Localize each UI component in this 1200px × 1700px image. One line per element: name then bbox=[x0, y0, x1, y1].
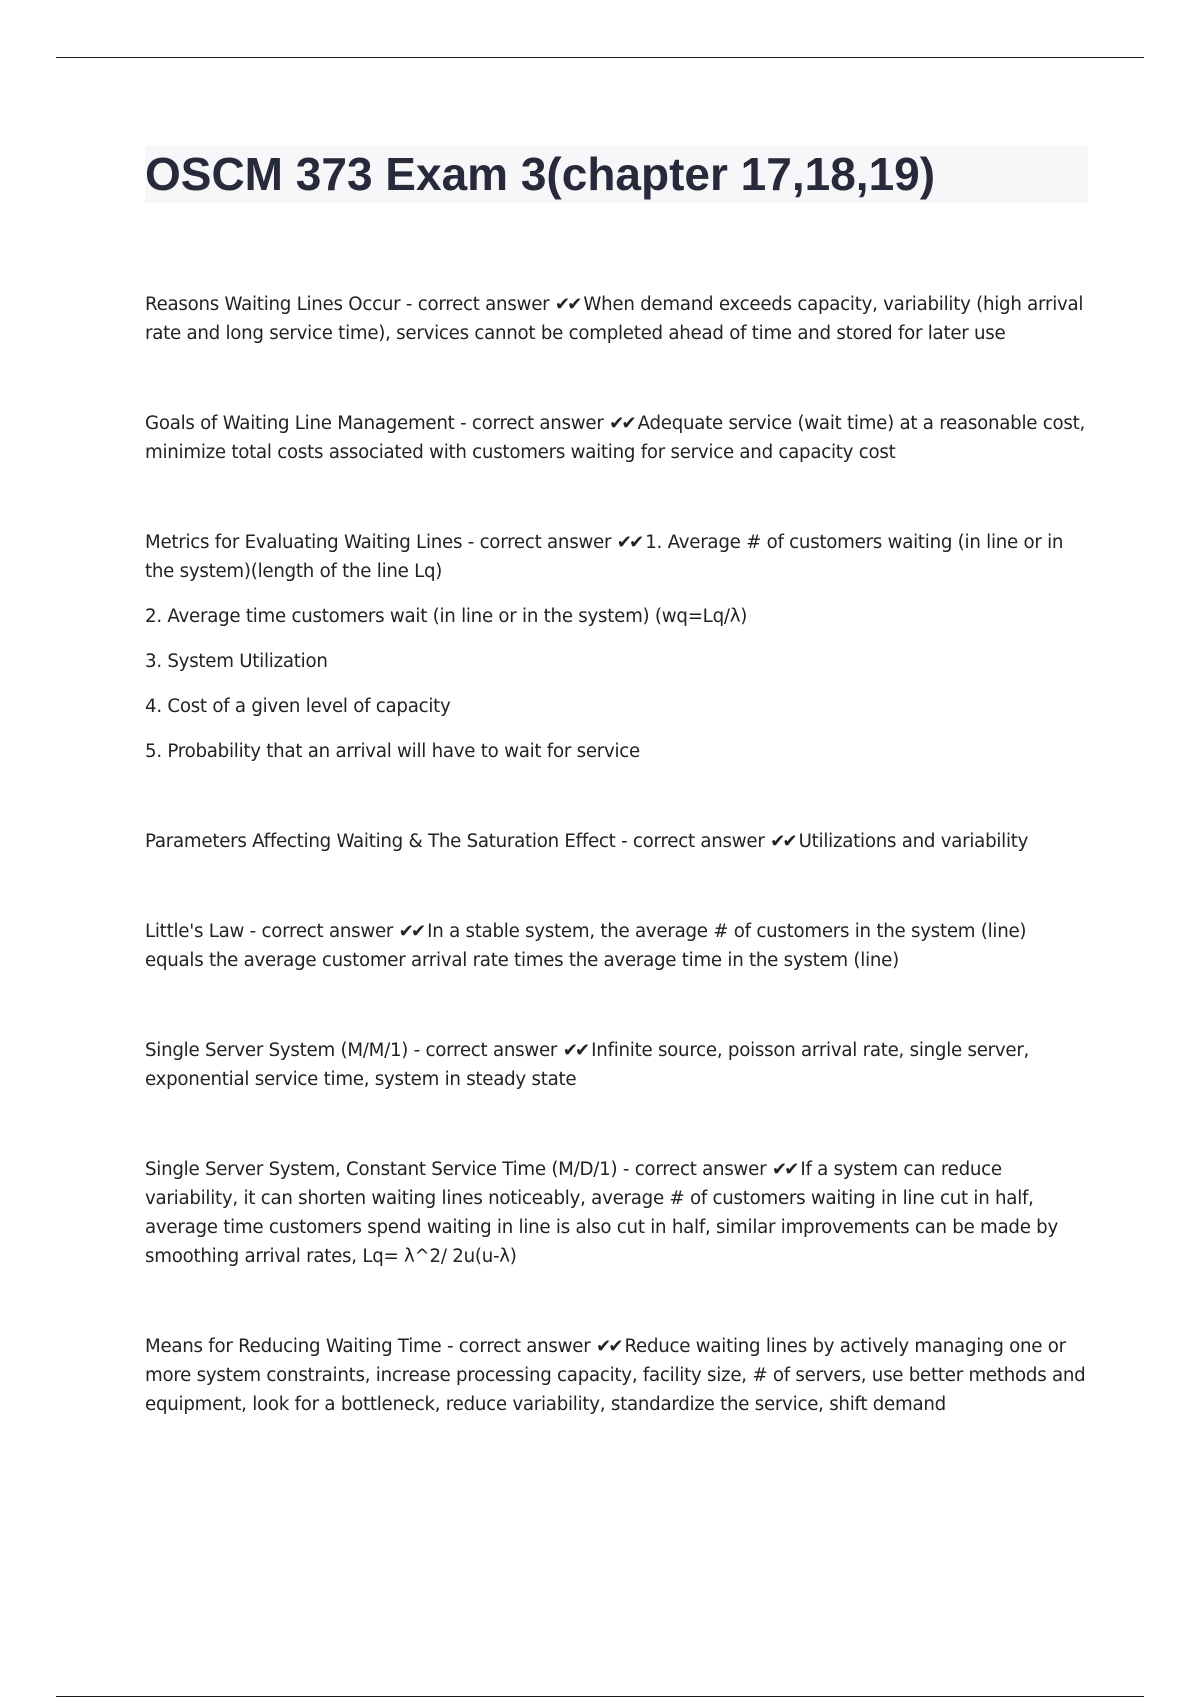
answer: If a system can reduce variability, it can shorten waiting lines noticeably, average # of customers waiting in line cut in half, average time customers spend waiting in line is also cut in half, similar improvements can be made by smoothing arrival rates, Lq= λ^2/ 2u(u-λ) bbox=[145, 1159, 1058, 1267]
separator: - correct answer bbox=[454, 413, 610, 434]
term: Means for Reducing Waiting Time bbox=[145, 1336, 442, 1357]
separator: - correct answer bbox=[400, 294, 555, 315]
term: Goals of Waiting Line Management bbox=[145, 413, 455, 434]
double-check-icon: ✔✔ bbox=[771, 1159, 797, 1180]
separator: - correct answer bbox=[441, 1336, 596, 1357]
double-check-icon: ✔✔ bbox=[770, 831, 795, 852]
term: Parameters Affecting Waiting & The Saturation Effect bbox=[145, 831, 616, 852]
list-item: 5. Probability that an arrival will have to wait for service bbox=[145, 741, 640, 762]
bottom-rule bbox=[56, 1696, 1144, 1697]
answer: Reduce waiting lines by actively managing one or more system constraints, increase processing capacity, facility size, # of servers, use better methods and equipment, look for a bottleneck, reduce variability, standardize the service, shift demand bbox=[145, 1336, 1086, 1415]
flashcard-entry bbox=[145, 409, 1090, 467]
separator: - correct answer bbox=[408, 1040, 563, 1061]
flashcard-entry bbox=[145, 917, 1090, 975]
list-item: 2. Average time customers wait (in line or in the system) (wq=Lq/λ) bbox=[145, 606, 748, 627]
term: Little's Law bbox=[145, 921, 245, 942]
answer: In a stable system, the average # of customers in the system (line) equals the average customer arrival rate times the average time in the system (line) bbox=[145, 921, 1027, 971]
separator: - correct answer bbox=[244, 921, 399, 942]
flashcard-entry bbox=[145, 528, 1090, 586]
answer: 1. Average # of customers waiting (in line or in the system)(length of the line Lq) bbox=[145, 532, 1064, 582]
term: Single Server System, Constant Service Time (M/D/1) bbox=[145, 1159, 618, 1180]
flashcard-entry bbox=[145, 1332, 1090, 1419]
separator: - correct answer bbox=[617, 1159, 772, 1180]
list-item: 4. Cost of a given level of capacity bbox=[145, 696, 451, 717]
term: Reasons Waiting Lines Occur bbox=[145, 294, 401, 315]
double-check-icon: ✔✔ bbox=[595, 1336, 621, 1357]
top-rule bbox=[56, 57, 1144, 58]
answer: Adequate service (wait time) at a reasonable cost, minimize total costs associated with customers waiting for service and capacity cost bbox=[145, 413, 1086, 463]
answer: Utilizations and variability bbox=[798, 831, 1029, 852]
double-check-icon: ✔✔ bbox=[562, 1040, 588, 1061]
answer: Infinite source, poisson arrival rate, single server, exponential service time, system in steady state bbox=[145, 1040, 1030, 1090]
term: Metrics for Evaluating Waiting Lines bbox=[145, 532, 463, 553]
double-check-icon: ✔✔ bbox=[616, 532, 642, 553]
flashcard-entry bbox=[145, 1155, 1090, 1271]
flashcard-entry bbox=[145, 1036, 1090, 1094]
separator: - correct answer bbox=[462, 532, 617, 553]
flashcard-list bbox=[145, 290, 1090, 1419]
double-check-icon: ✔✔ bbox=[609, 413, 634, 434]
term: Single Server System (M/M/1) bbox=[145, 1040, 409, 1061]
double-check-icon: ✔✔ bbox=[554, 294, 580, 315]
separator: - correct answer bbox=[615, 831, 771, 852]
answer: When demand exceeds capacity, variability (high arrival rate and long service time), services cannot be completed ahead of time and stored for later use bbox=[145, 294, 1084, 344]
document-title: OSCM 373 Exam 3(chapter 17,18,19) bbox=[145, 148, 936, 200]
flashcard-entry bbox=[145, 290, 1090, 348]
flashcard-entry bbox=[145, 827, 1090, 856]
double-check-icon: ✔✔ bbox=[398, 921, 424, 942]
list-item: 3. System Utilization bbox=[145, 651, 328, 672]
